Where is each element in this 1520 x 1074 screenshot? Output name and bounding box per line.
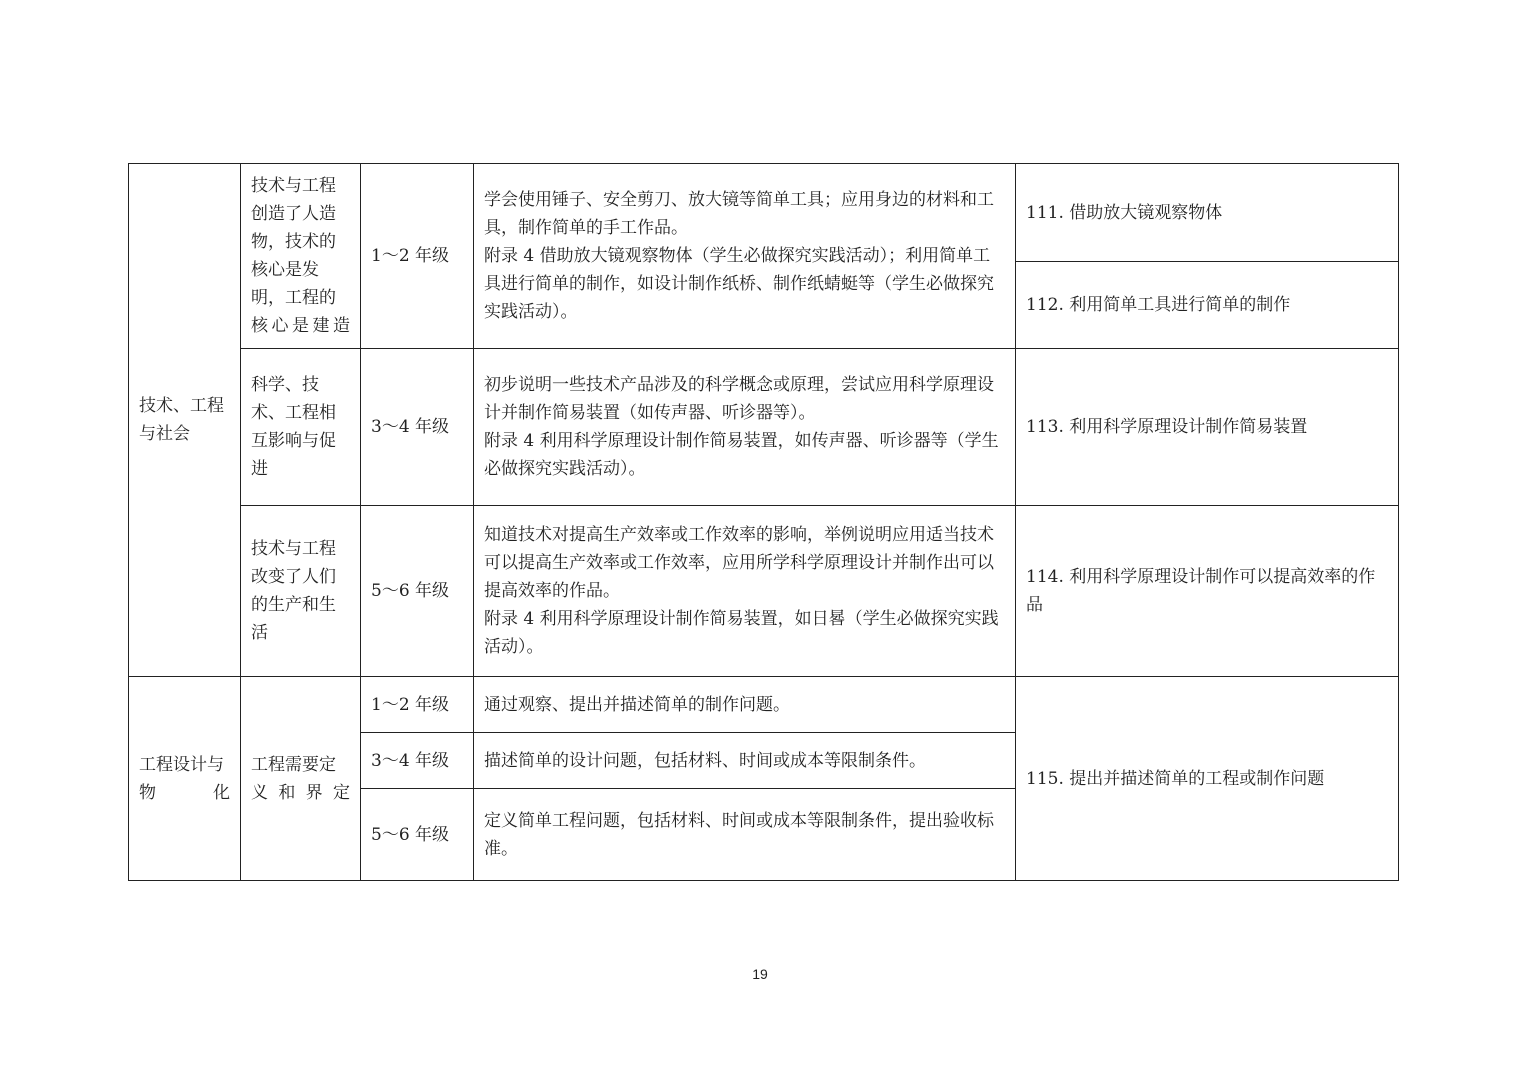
table-row (129, 349, 1399, 506)
grade-cell: 1～2 年级 (361, 164, 474, 349)
appendix-text: 附录 4 借助放大镜观察物体（学生必做探究实践活动）；利用简单工具进行简单的制作，如设计制作纸桥、制作纸蜻蜓等（学生必做探究实践活动）。 (484, 246, 994, 322)
concept-cell: 技术与工程创造了人造物，技术的核心是发明，工程的核心是建造 (241, 164, 361, 349)
grade-cell: 1～2 年级 (361, 677, 474, 733)
requirement-cell: 描述简单的设计问题，包括材料、时间或成本等限制条件。 (474, 733, 1016, 789)
concept-cell: 技术与工程改变了人们的生产和生活 (241, 506, 361, 677)
requirement-cell (474, 164, 1016, 349)
table-row (129, 506, 1399, 677)
grade-cell: 5～6 年级 (361, 789, 474, 881)
appendix-text: 附录 4 利用科学原理设计制作简易装置，如传声器、听诊器等（学生必做探究实践活动）。 (484, 431, 999, 479)
activity-cell: 112. 利用简单工具进行简单的制作 (1016, 262, 1399, 349)
category-cell: 技术、工程与社会 (129, 164, 241, 677)
requirement-cell (474, 506, 1016, 677)
requirement-cell: 通过观察、提出并描述简单的制作问题。 (474, 677, 1016, 733)
requirement-text: 学会使用锤子、安全剪刀、放大镜等简单工具；应用身边的材料和工具，制作简单的手工作品。 (484, 190, 994, 238)
appendix-text: 附录 4 利用科学原理设计制作简易装置，如日晷（学生必做探究实践活动）。 (484, 609, 999, 657)
curriculum-table (128, 163, 1399, 881)
requirement-text: 初步说明一些技术产品涉及的科学概念或原理，尝试应用科学原理设计并制作简易装置（如传声器、听诊器等）。 (484, 375, 994, 423)
activity-cell: 111. 借助放大镜观察物体 (1016, 164, 1399, 262)
grade-cell: 3～4 年级 (361, 349, 474, 506)
activity-cell: 115. 提出并描述简单的工程或制作问题 (1016, 677, 1399, 881)
activity-cell: 113. 利用科学原理设计制作简易装置 (1016, 349, 1399, 506)
category-cell: 工程设计与物化 (129, 677, 241, 881)
concept-cell: 科学、技术、工程相互影响与促进 (241, 349, 361, 506)
table-row (129, 677, 1399, 733)
requirement-cell (474, 349, 1016, 506)
requirement-text: 知道技术对提高生产效率或工作效率的影响，举例说明应用适当技术可以提高生产效率或工作效率，应用所学科学原理设计并制作出可以提高效率的作品。 (484, 525, 994, 601)
concept-cell: 工程需要定义和界定 (241, 677, 361, 881)
requirement-cell: 定义简单工程问题，包括材料、时间或成本等限制条件，提出验收标准。 (474, 789, 1016, 881)
page-number: 19 (752, 966, 768, 982)
table-row (129, 164, 1399, 262)
grade-cell: 5～6 年级 (361, 506, 474, 677)
activity-cell: 114. 利用科学原理设计制作可以提高效率的作品 (1016, 506, 1399, 677)
grade-cell: 3～4 年级 (361, 733, 474, 789)
